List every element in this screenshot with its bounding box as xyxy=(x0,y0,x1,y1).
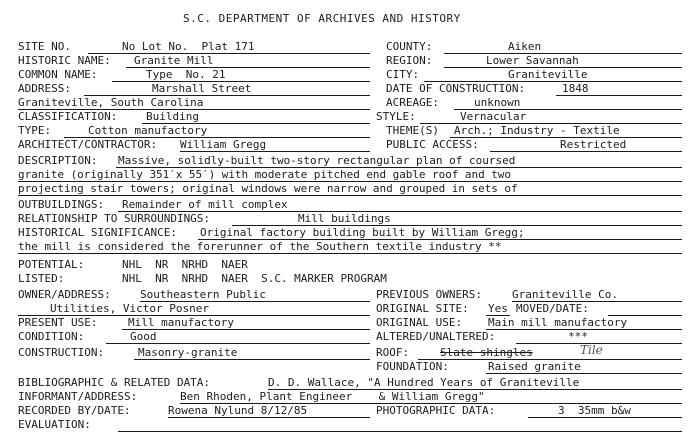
classification-value: Building xyxy=(146,110,199,123)
acreage-value: unknown xyxy=(474,96,521,109)
historical-significance-rule2 xyxy=(18,253,682,254)
themes-label: THEME(S) xyxy=(386,124,439,137)
present-use-line xyxy=(122,329,370,330)
site-no-value: No Lot No. Plat 171 xyxy=(122,40,255,53)
owner-line1-value: Southeastern Public xyxy=(140,288,266,301)
photographic-value: 3 35mm b&w xyxy=(558,404,631,417)
bibliographic-label: BIBLIOGRAPHIC & RELATED DATA: xyxy=(18,376,211,389)
public-access-line xyxy=(490,151,682,152)
condition-label: CONDITION: xyxy=(18,330,85,343)
architect-line xyxy=(180,151,370,152)
address-label: ADDRESS: xyxy=(18,82,71,95)
historic-name-value: Granite Mill xyxy=(134,54,214,67)
outbuildings-label: OUTBUILDINGS: xyxy=(18,198,105,211)
photographic-label: PHOTOGRAPHIC DATA: xyxy=(376,404,496,417)
form-header: S.C. DEPARTMENT OF ARCHIVES AND HISTORY xyxy=(183,12,461,25)
description-line3: projecting stair towers; original windows were narrow and grouped in sets of xyxy=(18,182,518,195)
moved-date-label: MOVED/DATE: xyxy=(516,302,589,315)
previous-owners-value: Graniteville Co. xyxy=(512,288,618,301)
style-value: Vernacular xyxy=(460,110,527,123)
original-site-label: ORIGINAL SITE: xyxy=(376,302,469,315)
roof-handwritten-value: Tile xyxy=(580,343,603,357)
public-access-label: PUBLIC ACCESS: xyxy=(386,138,479,151)
condition-line xyxy=(106,343,370,344)
address-value: Marshall Street xyxy=(152,82,252,95)
recorded-line xyxy=(168,417,370,418)
previous-owners-label: PREVIOUS OWNERS: xyxy=(376,288,482,301)
listed-value: NHL NR NRHD NAER S.C. MARKER PROGRAM xyxy=(122,272,387,285)
relationship-label: RELATIONSHIP TO SURROUNDINGS: xyxy=(18,212,211,225)
region-value: Lower Savannah xyxy=(486,54,579,67)
altered-value: *** xyxy=(568,330,588,343)
description-line1: Massive, solidly-built two-story rectangular plan of coursed xyxy=(118,154,516,167)
description-label: DESCRIPTION: xyxy=(18,154,98,167)
roof-value: Slate shingles xyxy=(440,346,533,359)
classification-label: CLASSIFICATION: xyxy=(18,110,118,123)
owner-line2-value: Utilities, Victor Posner xyxy=(50,302,209,315)
listed-label: LISTED: xyxy=(18,272,65,285)
recorded-label: RECORDED BY/DATE: xyxy=(18,404,131,417)
style-label: STYLE: xyxy=(376,110,416,123)
outbuildings-value: Remainder of mill complex xyxy=(122,198,288,211)
county-label: COUNTY: xyxy=(386,40,433,53)
themes-value: Arch.; Industry - Textile xyxy=(454,124,620,137)
architect-label: ARCHITECT/CONTRACTOR: xyxy=(18,138,158,151)
altered-label: ALTERED/UNALTERED: xyxy=(376,330,496,343)
potential-value: NHL NR NRHD NAER xyxy=(122,258,248,271)
condition-value: Good xyxy=(130,330,157,343)
potential-label: POTENTIAL: xyxy=(18,258,85,271)
date-construction-line xyxy=(556,95,682,96)
original-use-label: ORIGINAL USE: xyxy=(376,316,463,329)
informant-label: INFORMANT/ADDRESS: xyxy=(18,390,138,403)
common-name-label: COMMON NAME: xyxy=(18,68,98,81)
roof-label: ROOF: xyxy=(376,346,410,359)
foundation-line xyxy=(486,373,682,374)
construction-line xyxy=(134,359,370,360)
public-access-value: Restricted xyxy=(560,138,627,151)
architect-value: William Gregg xyxy=(180,138,267,151)
historical-significance-label: HISTORICAL SIGNIFICANCE: xyxy=(18,226,177,239)
region-label: REGION: xyxy=(386,54,433,67)
address-line2-value: Graniteville, South Carolina xyxy=(18,96,204,109)
city-value: Graniteville xyxy=(508,68,588,81)
original-use-value: Main mill manufactory xyxy=(488,316,628,329)
historical-significance-line1: Original factory building built by William Gregg; xyxy=(200,226,525,239)
evaluation-line xyxy=(118,431,682,432)
foundation-label: FOUNDATION: xyxy=(376,360,449,373)
photographic-line xyxy=(528,417,682,418)
type-label: TYPE: xyxy=(18,124,52,137)
construction-label: CONSTRUCTION: xyxy=(18,346,105,359)
acreage-label: ACREAGE: xyxy=(386,96,439,109)
city-label: CITY: xyxy=(386,68,420,81)
recorded-value: Rowena Nylund 8/12/85 xyxy=(168,404,308,417)
date-construction-label: DATE OF CONSTRUCTION: xyxy=(386,82,526,95)
relationship-value: Mill buildings xyxy=(298,212,391,225)
construction-value: Masonry-granite xyxy=(138,346,238,359)
foundation-value: Raised granite xyxy=(488,360,581,373)
historic-name-label: HISTORIC NAME: xyxy=(18,54,111,67)
site-no-label: SITE NO. xyxy=(18,40,71,53)
description-rule3 xyxy=(18,195,682,196)
informant-value: Ben Rhoden, Plant Engineer & William Gregg" xyxy=(180,390,485,403)
common-name-value: Type No. 21 xyxy=(146,68,226,81)
bibliographic-value: D. D. Wallace, "A Hundred Years of Graniteville xyxy=(268,376,580,389)
present-use-label: PRESENT USE: xyxy=(18,316,98,329)
site-no-line xyxy=(88,53,370,54)
present-use-value: Mill manufactory xyxy=(128,316,234,329)
county-value: Aiken xyxy=(508,40,542,53)
historical-significance-line2: the mill is considered the forerunner of the Southern textile industry ** xyxy=(18,240,502,253)
date-construction-value: 1848 xyxy=(562,82,589,95)
owner-label: OWNER/ADDRESS: xyxy=(18,288,111,301)
evaluation-label: EVALUATION: xyxy=(18,418,91,431)
description-line2: granite (originally 351′x 55′) with moderate pitched end gable roof and two xyxy=(18,168,511,181)
original-site-value: Yes xyxy=(488,302,508,315)
type-value: Cotton manufactory xyxy=(88,124,208,137)
